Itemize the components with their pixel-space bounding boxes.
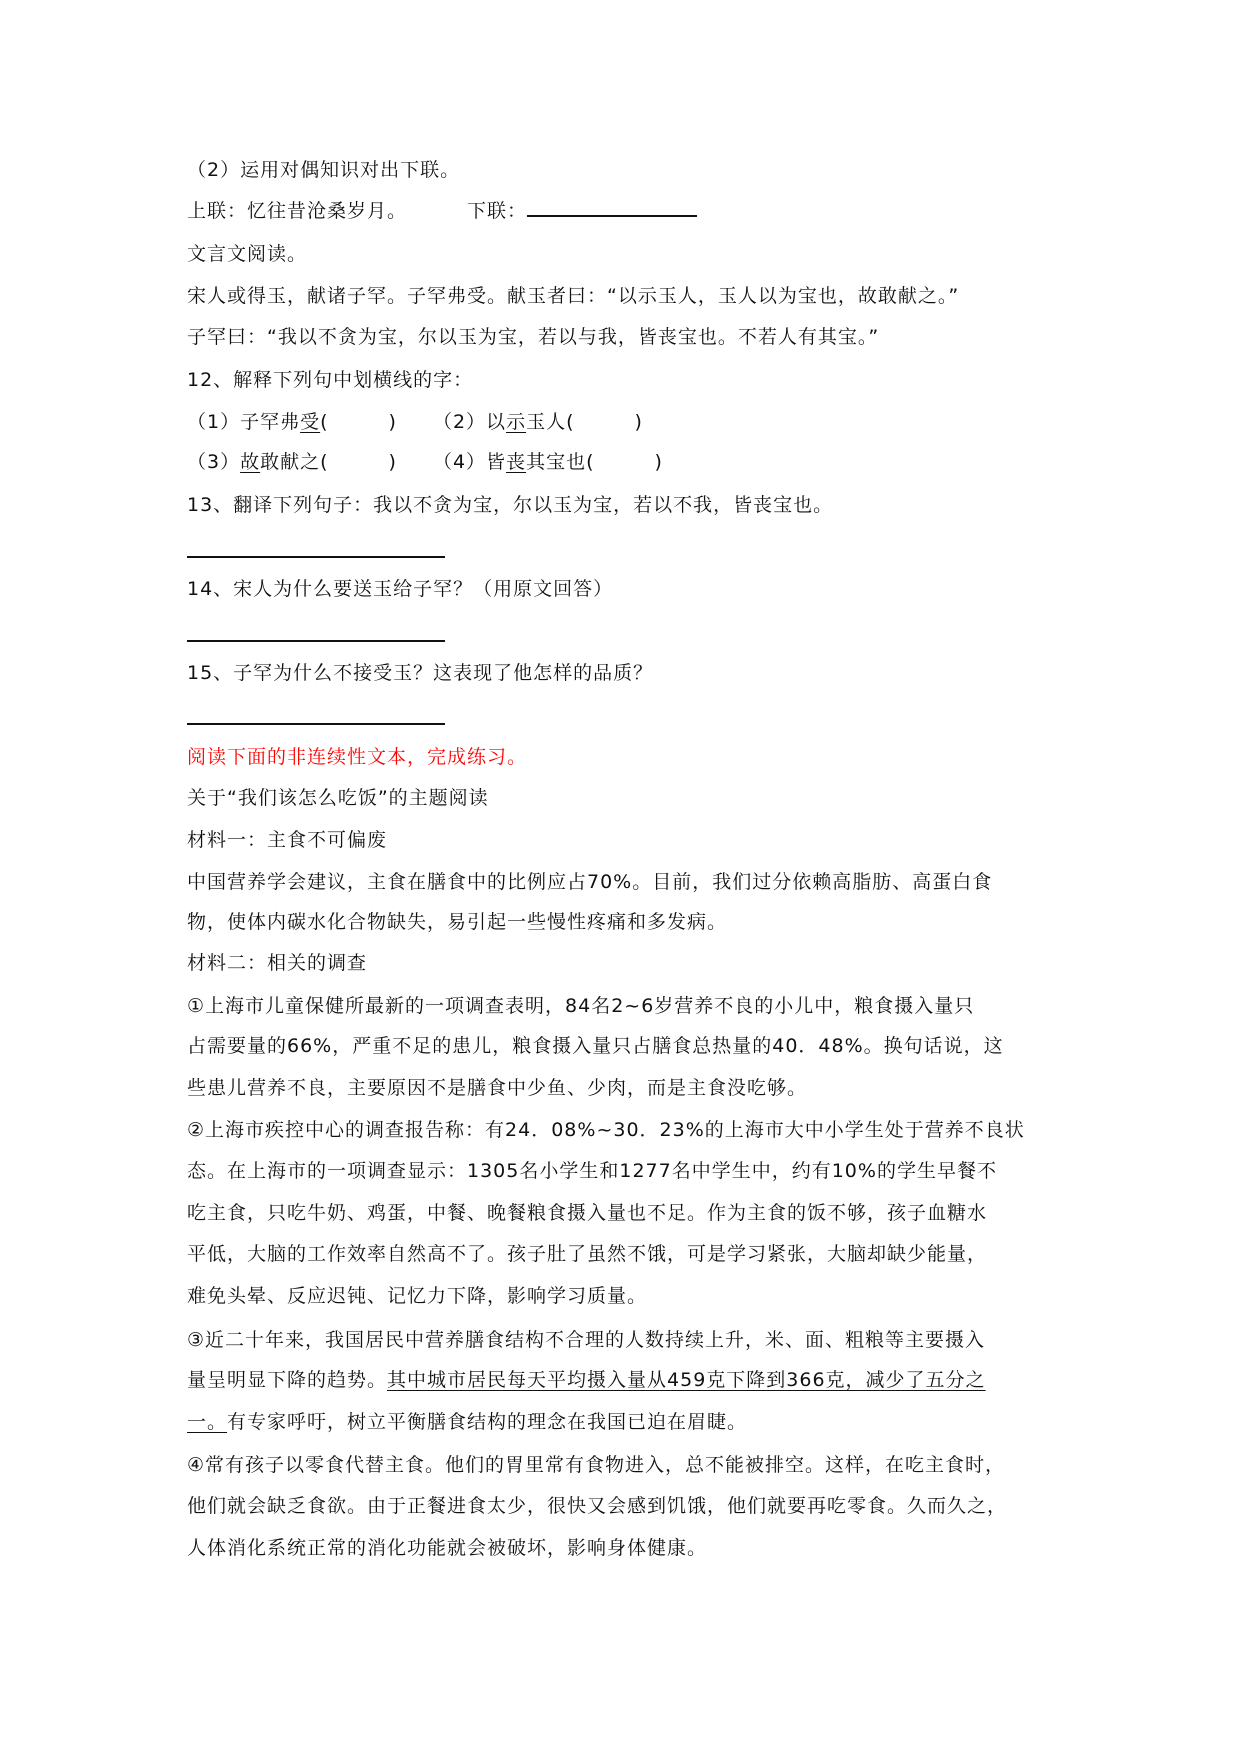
paragraph-3-line [187,1410,747,1434]
underlined-char: 示 [506,411,527,433]
material-1-title: 材料一：主食不可偏废 [187,829,388,851]
answer-parens[interactable]: ( ) [566,411,643,433]
underlined-sentence: 一。 [187,1411,228,1433]
classical-text-2: 子罕曰：“我以不贪为宝，尔以玉为宝，若以与我，皆丧宝也。不若人有其宝。” [187,326,880,348]
paragraph-4-line: 人体消化系统正常的消化功能就会被破坏，影响身体健康。 [187,1537,708,1559]
couplet-line [187,199,697,223]
item-text: 以 [486,411,507,433]
paragraph-4-line: 他们就会缺乏食欲。由于正餐进食太少，很快又会感到饥饿，他们就要再吃零食。久而久之， [187,1495,1008,1517]
paragraph-2-line: 平低，大脑的工作效率自然高不了。孩子肚了虽然不饿，可是学习紧张，大脑却缺少能量， [187,1243,988,1265]
q14-answer-line[interactable] [187,640,445,642]
underlined-char: 故 [240,451,261,473]
item-number: （4） [432,451,487,473]
paragraph-2-line: 吃主食，只吃牛奶、鸡蛋，中餐、晚餐粮食摄入量也不足。作为主食的饭不够，孩子血糖水 [187,1202,988,1224]
upper-couplet: 上联：忆往昔沧桑岁月。 [187,200,408,222]
paragraph-4-line: ④常有孩子以零食代替主食。他们的胃里常有食物进入，总不能被排空。这样，在吃主食时， [187,1454,1006,1476]
q12-row-1 [187,410,643,434]
paragraph-2-line: 态。在上海市的一项调查显示：1305名小学生和1277名中学生中，约有10%的学生早餐不 [187,1160,997,1182]
material-2-title: 材料二：相关的调查 [187,952,368,974]
answer-parens[interactable]: ( ) [586,451,663,473]
paragraph-text: 量呈明显下降的趋势。 [187,1369,388,1391]
underlined-char: 受 [300,411,321,433]
item-text: 皆 [486,451,507,473]
item-text: 敢献之 [260,451,321,473]
classical-heading: 文言文阅读。 [187,243,308,265]
q12-prompt: 12、解释下列句中划横线的字： [187,369,474,391]
classical-text-1: 宋人或得玉，献诸子罕。子罕弗受。献玉者曰：“以示玉人，玉人以为宝也，故敢献之。” [187,285,960,307]
q11-2-prompt: （2）运用对偶知识对出下联。 [187,159,461,181]
q15-answer-line[interactable] [187,723,445,725]
paragraph-3-line: ③近二十年来，我国居民中营养膳食结构不合理的人数持续上升，米、面、粗粮等主要摄入 [187,1329,986,1351]
paragraph-3-line [187,1368,986,1392]
material-1-line: 物，使体内碳水化合物缺失，易引起一些慢性疼痛和多发病。 [187,911,728,933]
answer-parens[interactable]: ( ) [320,451,397,473]
item-number: （1） [187,411,241,433]
paragraph-2-line: ②上海市疾控中心的调查报告称：有24．08%~30．23%的上海市大中小学生处于营养不良状 [187,1119,1025,1141]
q13-prompt: 13、翻译下列句子：我以不贪为宝，尔以玉为宝，若以不我，皆丧宝也。 [187,494,834,516]
item-text: 玉人 [526,411,567,433]
item-text: 子罕弗 [240,411,301,433]
item-number: （3） [187,451,241,473]
answer-parens[interactable]: ( ) [320,411,397,433]
reading-theme: 关于“我们该怎么吃饭”的主题阅读 [187,787,489,809]
paragraph-1-line: 占需要量的66%，严重不足的患儿，粮食摄入量只占膳食总热量的40．48%。换句话说，这 [187,1035,1004,1057]
item-text: 其宝也 [526,451,587,473]
q12-row-2 [187,450,663,474]
lower-couplet-label: 下联： [467,200,528,222]
underlined-sentence: 其中城市居民每天平均摄入量从459克下降到366克，减少了五分之 [387,1369,986,1391]
lower-couplet-answer-blank[interactable] [527,199,697,217]
reading-instruction: 阅读下面的非连续性文本，完成练习。 [187,746,528,768]
paragraph-text: 有专家呼吁，树立平衡膳食结构的理念在我国已迫在眉睫。 [227,1411,748,1433]
material-1-line: 中国营养学会建议，主食在膳食中的比例应占70%。目前，我们过分依赖高脂肪、高蛋白食 [187,871,993,893]
q13-answer-line[interactable] [187,556,445,558]
item-number: （2） [432,411,487,433]
underlined-char: 丧 [506,451,527,473]
paragraph-2-line: 难免头晕、反应迟钝、记忆力下降，影响学习质量。 [187,1285,648,1307]
paragraph-1-line: ①上海市儿童保健所最新的一项调查表明，84名2~6岁营养不良的小儿中，粮食摄入量只 [187,995,975,1017]
q15-prompt: 15、子罕为什么不接受玉？这表现了他怎样的品质？ [187,662,654,684]
paragraph-1-line: 些患儿营养不良，主要原因不是膳食中少鱼、少肉，而是主食没吃够。 [187,1077,808,1099]
q14-prompt: 14、宋人为什么要送玉给子罕？（用原文回答） [187,578,614,600]
